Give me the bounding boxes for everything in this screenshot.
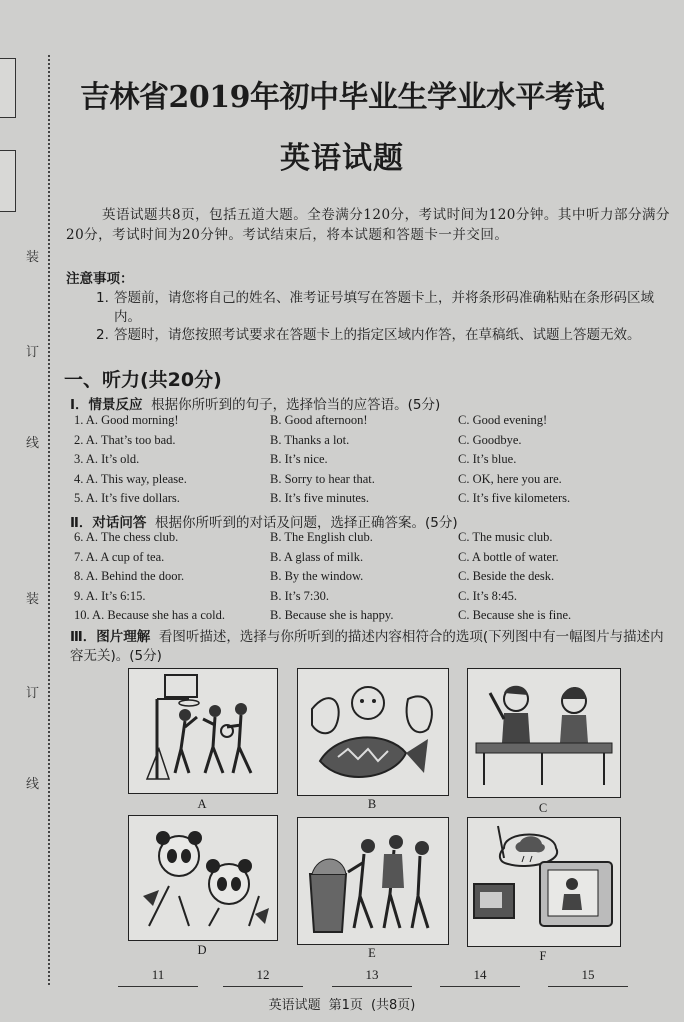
exam-intro: 英语试题共8页，包括五道大题。全卷满分120分，考试时间为120分钟。其中听力部分满分20分，考试时间为20分钟。考试结束后，将本试题和答题卡一并交回。 bbox=[66, 207, 670, 243]
option-c: C. A bottle of water. bbox=[458, 549, 559, 564]
binding-char: 线 bbox=[26, 436, 40, 451]
binding-char: 装 bbox=[26, 250, 40, 265]
answer-blank bbox=[548, 986, 628, 987]
picture-label: F bbox=[539, 949, 547, 963]
option-a: 7. A. A cup of tea. bbox=[74, 549, 165, 564]
question-row bbox=[74, 530, 674, 548]
option-c: C. Goodbye. bbox=[458, 432, 522, 447]
answer-number: 12 bbox=[256, 967, 270, 982]
question-row bbox=[74, 472, 674, 490]
option-b: B. It’s 7:30. bbox=[270, 588, 330, 603]
answer-blank bbox=[440, 986, 520, 987]
binding-char: 线 bbox=[26, 777, 40, 792]
part2-heading: Ⅱ．对话问答 根据你所听到的对话及问题，选择正确答案。(5分) bbox=[70, 515, 458, 531]
picture-label: D bbox=[197, 943, 207, 957]
binding-char: 装 bbox=[26, 592, 40, 607]
picture-a-basketball bbox=[128, 668, 278, 794]
picture-b-papercut bbox=[297, 668, 449, 796]
option-b: B. Sorry to hear that. bbox=[270, 471, 375, 486]
answer-blank bbox=[332, 986, 412, 987]
question-row bbox=[74, 452, 674, 470]
answer-number: 13 bbox=[365, 967, 379, 982]
exam-title: 吉林省2019年初中毕业生学业水平考试 bbox=[80, 80, 604, 115]
question-row bbox=[74, 413, 674, 431]
exam-subtitle: 英语试题 bbox=[280, 141, 404, 176]
question-row bbox=[74, 433, 674, 451]
option-a: 10. A. Because she has a cold. bbox=[74, 608, 226, 622]
picture-e-recycling bbox=[297, 817, 449, 945]
option-c: C. It’s five kilometers. bbox=[458, 491, 571, 505]
option-a: 2. A. That’s too bad. bbox=[74, 432, 176, 447]
picture-label: A bbox=[197, 797, 207, 811]
option-b: B. It’s nice. bbox=[270, 452, 328, 466]
note-item: 1. 答题前，请您将自己的姓名、准考证号填写在答题卡上，并将条形码准确粘贴在条形码区域内。 bbox=[96, 290, 654, 325]
question-row bbox=[74, 589, 674, 607]
option-c: C. It’s 8:45. bbox=[458, 588, 518, 603]
option-c: C. Beside the desk. bbox=[458, 569, 555, 583]
option-b: B. It’s five minutes. bbox=[270, 491, 369, 505]
answer-blank bbox=[118, 986, 198, 987]
option-a: 1. A. Good morning! bbox=[74, 413, 179, 427]
option-c: C. It’s blue. bbox=[458, 452, 517, 466]
option-a: 3. A. It’s old. bbox=[74, 452, 140, 466]
answer-number: 15 bbox=[581, 967, 595, 982]
answer-number: 14 bbox=[473, 967, 487, 982]
option-b: B. Thanks a lot. bbox=[270, 432, 350, 447]
option-c: C. OK, here you are. bbox=[458, 471, 562, 486]
question-row bbox=[74, 491, 674, 509]
binding-dotted-line bbox=[48, 55, 50, 985]
option-a: 6. A. The chess club. bbox=[74, 530, 179, 544]
part3-heading: Ⅲ．图片理解 看图听描述，选择与你所听到的描述内容相符合的选项(下列图中有一幅图片与描述内容无关)。(5分) bbox=[70, 629, 664, 664]
option-b: B. Good afternoon! bbox=[270, 413, 368, 427]
option-a: 9. A. It’s 6:15. bbox=[74, 588, 146, 603]
note-item: 2. 答题时，请您按照考试要求在答题卡上的指定区域内作答，在草稿纸、试题上答题无效。 bbox=[96, 327, 641, 343]
option-c: C. Because she is fine. bbox=[458, 608, 572, 622]
picture-f-weather-tv bbox=[467, 817, 621, 947]
option-c: C. Good evening! bbox=[458, 413, 548, 427]
page-footer: 英语试题 第1页 (共8页) bbox=[268, 998, 416, 1013]
part1-heading: Ⅰ．情景反应 根据你所听到的句子，选择恰当的应答语。(5分) bbox=[70, 397, 441, 413]
picture-label: C bbox=[538, 801, 548, 815]
question-row bbox=[74, 608, 674, 626]
question-row bbox=[74, 550, 674, 568]
option-b: B. The English club. bbox=[270, 530, 373, 544]
binding-char: 订 bbox=[26, 686, 40, 701]
picture-c-reading bbox=[467, 668, 621, 798]
answer-number: 11 bbox=[151, 967, 165, 982]
notes-title: 注意事项： bbox=[66, 271, 134, 287]
option-b: B. Because she is happy. bbox=[270, 608, 394, 622]
picture-label: E bbox=[368, 946, 376, 960]
option-b: B. By the window. bbox=[270, 569, 364, 583]
option-a: 5. A. It’s five dollars. bbox=[74, 491, 180, 505]
binding-char: 订 bbox=[26, 345, 40, 360]
option-c: C. The music club. bbox=[458, 530, 553, 544]
section-title: 一、听力(共20分) bbox=[64, 369, 222, 391]
option-a: 4. A. This way, please. bbox=[74, 471, 187, 486]
answer-blank bbox=[223, 986, 303, 987]
question-row bbox=[74, 569, 674, 587]
option-a: 8. A. Behind the door. bbox=[74, 569, 185, 583]
picture-label: B bbox=[367, 797, 377, 811]
picture-d-pandas bbox=[128, 815, 278, 941]
option-b: B. A glass of milk. bbox=[270, 549, 364, 564]
